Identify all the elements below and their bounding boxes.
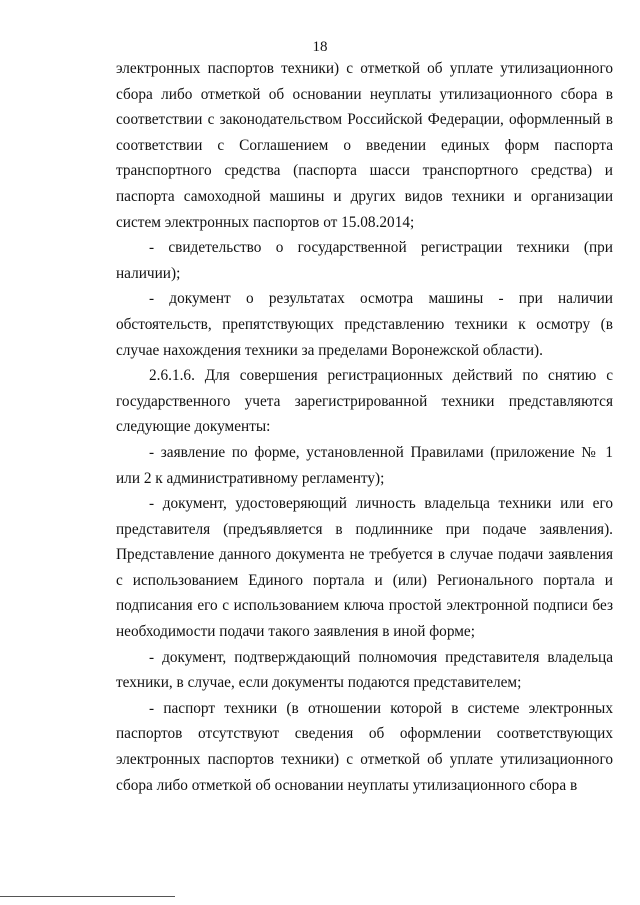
paragraph-inspection-document: - документ о результатах осмотра машины - при наличии обстоятельств, препятствующих представлению техники к осмотру (в случае нахождения техники за пределами Воронежской области). bbox=[116, 290, 613, 359]
paragraph-identity-document: - документ, удостоверяющий личность владельца техники или его представителя (предъявляется в подлиннике при подаче заявления). Представление данного документа не требуется в случае подачи заявления с использованием Единого портала и (или) Регионального портала и подписания его с использованием ключа простой электронной подписи без необходимости подачи такого заявления в иной форме; bbox=[116, 495, 613, 641]
page-number: 18 bbox=[312, 39, 328, 55]
paragraph-registration-certificate: - свидетельство о государственной регистрации техники (при наличии); bbox=[116, 239, 613, 282]
paragraph-vehicle-passport: - паспорт техники (в отношении которой в системе электронных паспортов отсутствуют сведения об оформлении соответствующих электронных паспортов техники) с отметкой об уплате утилизационного сбора либо отметкой об основании неуплаты утилизационного сбора в bbox=[116, 699, 613, 794]
paragraph-passport-continuation: электронных паспортов техники) с отметкой об уплате утилизационного сбора либо отметкой об основании неуплаты утилизационного сбора в соответствии с законодательством Российской Федерации, оформленный в соответствии с Соглашением о введении единых форм паспорта транспортного средства (паспорта шасси транспортного средства) и паспорта самоходной машины и других видов техники и организации систем электронных паспортов от 15.08.2014; bbox=[116, 60, 613, 231]
paragraph-section-2-6-1-6: 2.6.1.6. Для совершения регистрационных действий по снятию с государственного учета зарегистрированной техники представляются следующие документы: bbox=[116, 367, 613, 436]
paragraph-application: - заявление по форме, установленной Правилами (приложение № 1 или 2 к административному регламенту); bbox=[116, 443, 613, 487]
paragraph-authority-document: - документ, подтверждающий полномочия представителя владельца техники, в случае, если документы подаются представителем; bbox=[116, 648, 613, 692]
footer-divider bbox=[0, 896, 175, 897]
page-body bbox=[116, 56, 613, 798]
